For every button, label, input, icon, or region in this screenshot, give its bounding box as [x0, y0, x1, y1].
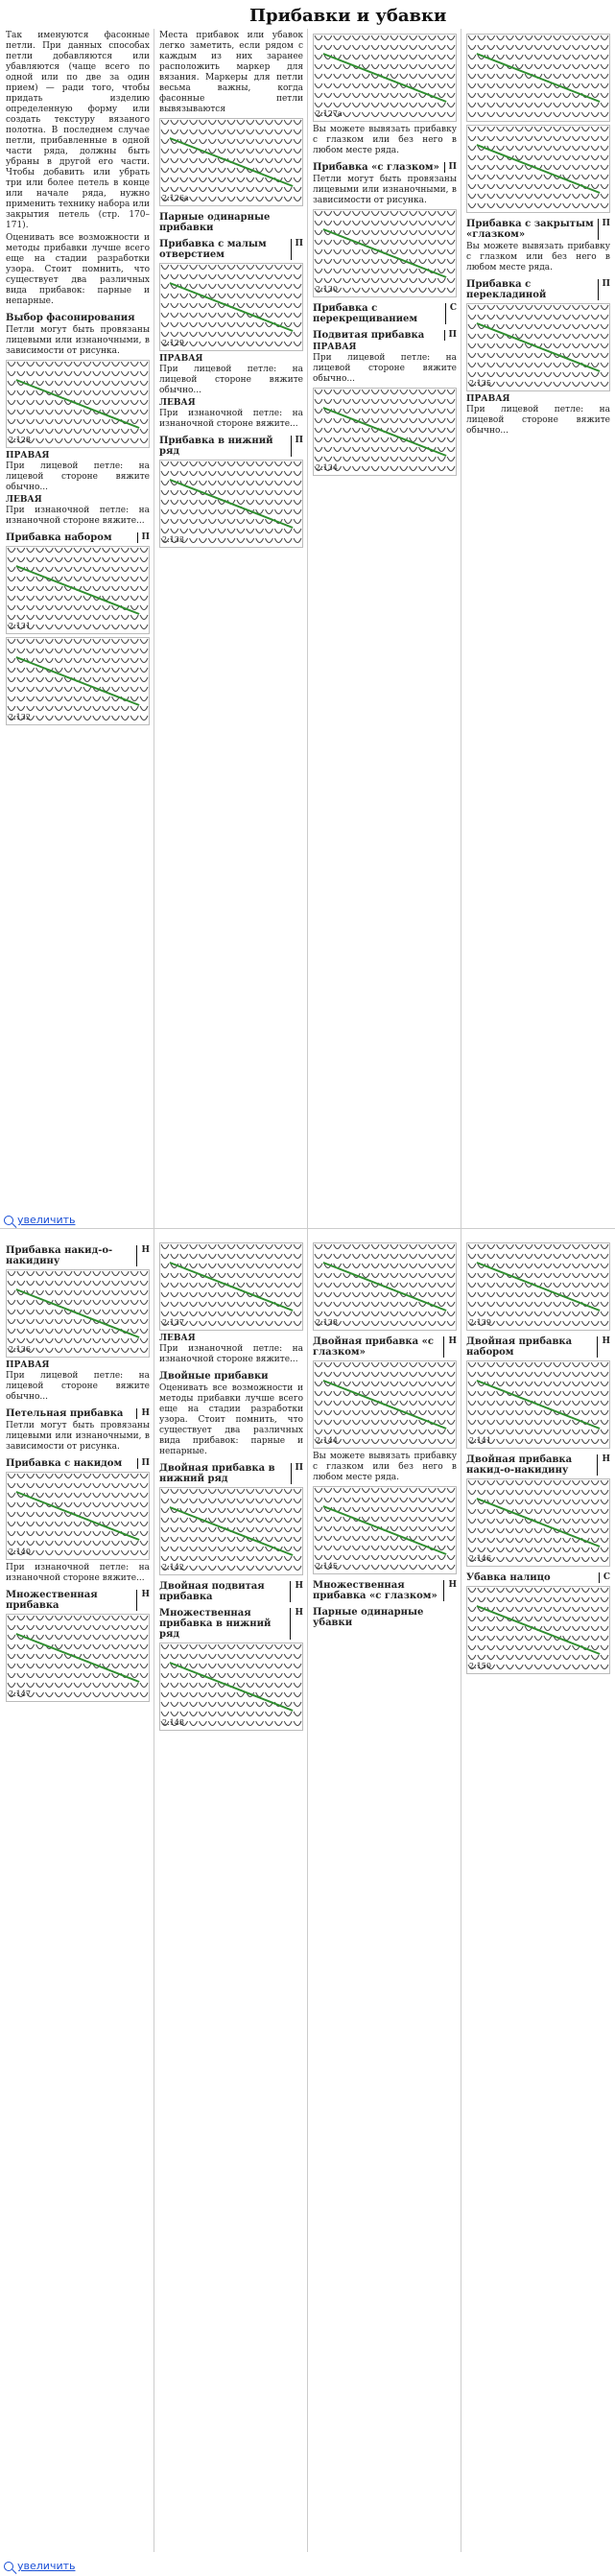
column-1: Так именуются фасонные петли. При данных способах петли добавляются или убавляются (чаще всего по одной или по две за один прием) — ради того, чтобы придать изделию определенную форму или создать текстуру вязаного полотна. В последнем случае петли, прибавленные в одной части ряда, должны быть убраны в другой его части. Чтобы добавить или убрать три или более петель в конце или начале ряда, нужно применить технику набора или закрытия петель (стр. 170–171). Оценивать все возможности и методы прибавки лучше всего еще на стадии разработки узора. Стоит помнить, что существует два различных вида прибавок: парные и непарные. Выбор фасонирования Петли могут быть провязаны лицевыми или изнаночными, в зависимости от рисунка. 2.128 ПРАВАЯ При лицевой петле: на лицевой стороне вяжите обычно... ЛЕВАЯ При изнаночной петле: на изнаночной стороне вяжите... Прибавка набором П 2.131 2.132 — [6, 31, 150, 728]
section-heading: Множественная прибавка в нижний ряд Н — [159, 1608, 303, 1640]
knit-illustration: 2.133 — [159, 460, 303, 548]
section-heading: Подвитая прибавка П — [313, 330, 457, 341]
section-heading: Прибавка набором П — [6, 532, 150, 543]
column-6: 2.137 ЛЕВАЯ При изнаночной петле: на изнаночной стороне вяжите... Двойные прибавки Оценивать все возможности и методы прибавки лучше всего еще на стадии разработки узора. Стоит помнить, что существует два различных вида прибавок: парные и непарные. Двойная прибавка в нижний ряд П 2.142 Двойная подвитая прибавка Н Множественная прибавка в нижний ряд Н 2.148 — [159, 1240, 303, 1734]
knit-illustration: 2.129 — [159, 263, 303, 351]
zoom-link[interactable]: увеличить — [4, 2560, 75, 2572]
column-4: Прибавка с закрытым «глазком» П Вы можете вывязать прибавку с глазком или без него в любом месте ряда. Прибавка с перекладиной П 2.135 ПРАВАЯ При лицевой петле: на лицевой стороне вяжите обычно... — [466, 31, 610, 438]
knit-illustration: 2.138 — [313, 1242, 457, 1331]
section-heading: Парные одинарные убавки — [313, 1607, 424, 1628]
column-7: 2.138 Двойная прибавка «с глазком» Н 2.144 Вы можете вывязать прибавку с глазком или без него в любом месте ряда. 2.145 Множественная прибавка «с глазком» Н Парные одинарные убавки — [313, 1240, 457, 1630]
knit-illustration: 2.134 — [313, 388, 457, 476]
section-heading: Прибавка с перекладиной П — [466, 279, 610, 300]
zoom-link[interactable]: увеличить — [4, 1214, 75, 1226]
section-heading: Прибавка с малым отверстием П — [159, 239, 303, 260]
knit-illustration: 2.136 — [6, 1269, 150, 1358]
section-heading: Прибавка накид-о-накидину Н — [6, 1245, 150, 1266]
section-heading: Прибавка с закрытым «глазком» П — [466, 219, 610, 240]
knit-illustration: 2.128 — [6, 360, 150, 448]
section-heading: Прибавка «с глазком» П — [313, 162, 457, 173]
column-8 — [466, 1240, 610, 1677]
page-separator — [0, 1228, 615, 1229]
intro-text: Так именуются фасонные петли. При данных способах петли добавляются или убавляются (чаще всего по одной или по две за один прием) — ради того, чтобы придать изделию определенную форму или создать текстуру вязаного полотна. В последнем случае петли, прибавленные в одной части ряда, должны быть убраны в другой его части. Чтобы добавить или убрать три или более петель в конце или начале ряда, нужно применить технику набора или закрытия петель (стр. 170–171). — [6, 31, 150, 230]
section-heading: Прибавка с перекрещиванием С — [313, 303, 457, 324]
knit-illustration: 2.126а — [159, 118, 303, 206]
section-heading: Двойная прибавка набором Н — [466, 1336, 610, 1358]
section-heading: Множественная прибавка «с глазком» Н — [313, 1580, 457, 1601]
knit-illustration: 2.142 — [159, 1487, 303, 1575]
knit-illustration: 2.146 — [466, 1478, 610, 1567]
section-heading: Петельная прибавка Н — [6, 1408, 150, 1419]
knit-illustration: 2.147 — [6, 1614, 150, 1702]
section-heading: Прибавка в нижний ряд П — [159, 436, 303, 457]
body-text: Петли могут быть провязаны лицевыми или изнаночными, в зависимости от рисунка. — [6, 325, 150, 356]
body-text: Оценивать все возможности и методы прибавки лучше всего еще на стадии разработки узора. Стоит помнить, что существует два различных вида прибавок: парные и непарные. — [6, 233, 150, 306]
knit-illustration: 2.144 — [313, 1360, 457, 1449]
section-heading: Двойная прибавка «с глазком» Н — [313, 1336, 457, 1358]
column-divider — [307, 1238, 308, 2552]
knit-illustration: 2.135 — [466, 303, 610, 391]
column-2: Места прибавок или убавок легко заметить, если рядом с каждым из них заранее расположить маркер для вязания. Маркеры для петли весьма важны, когда фасонные петли вывязываются 2.126а Парные одинарные прибавки Прибавка с малым отверстием П 2.129 ПРАВАЯ При лицевой петле: на лицевой стороне вяжите обычно... ЛЕВАЯ При изнаночной петле: на изнаночной стороне вяжите... Прибавка в нижний ряд П 2.133 — [159, 31, 303, 551]
magnifier-icon — [4, 2562, 13, 2571]
section-heading: Прибавка с накидом П — [6, 1458, 150, 1469]
knit-illustration: 2.145 — [313, 1486, 457, 1574]
section-heading: Выбор фасонирования — [6, 313, 135, 323]
column-5: Прибавка накид-о-накидину Н 2.136 ПРАВАЯ При лицевой петле: на лицевой стороне вяжите обычно... Петельная прибавка Н Петли могут быть провязаны лицевыми или изнаночными, в зависимости от рисунка. Прибавка с накидом П 2.140 При изнаночной петле: на изнаночной стороне вяжите... Множественная прибавка Н 2.147 — [6, 1240, 150, 1705]
section-heading: Двойная прибавка в нижний ряд П — [159, 1463, 303, 1484]
knit-illustration: 2.148 — [159, 1642, 303, 1731]
section-heading: Убавка налицо С — [466, 1572, 610, 1583]
column-3: 2.127а Вы можете вывязать прибавку с глазком или без него в любом месте ряда. Прибавка «с глазком» П Петли могут быть провязаны лицевыми или изнаночными, в зависимости от рисунка. 2.130 Прибавка с перекрещиванием С Подвитая прибавка П ПРАВАЯ При лицевой петле: на лицевой стороне вяжите обычно... 2.134 — [313, 31, 457, 479]
knit-illustration: 2.139 — [466, 1242, 610, 1331]
knit-illustration: 2.127а — [313, 34, 457, 122]
section-heading: Двойная прибавка накид-о-накидину Н — [466, 1454, 610, 1476]
knit-illustration: 2.141 — [466, 1360, 610, 1449]
page-title: Прибавки и убавки — [249, 6, 447, 26]
knit-illustration: 2.137 — [159, 1242, 303, 1331]
section-heading: Парные одинарные прибавки — [159, 212, 271, 233]
knit-illustration — [466, 34, 610, 122]
knit-illustration: 2.132 — [6, 637, 150, 725]
section-heading: Множественная прибавка Н — [6, 1590, 150, 1611]
magnifier-icon — [4, 1216, 13, 1225]
section-heading: Двойные прибавки — [159, 1371, 269, 1382]
knit-illustration — [466, 125, 610, 213]
knit-illustration: 2.140 — [6, 1472, 150, 1560]
knit-illustration: 2.131 — [6, 546, 150, 634]
section-heading: Двойная подвитая прибавка Н — [159, 1581, 303, 1602]
knit-illustration: 2.150 — [466, 1586, 610, 1674]
knit-illustration: 2.130 — [313, 209, 457, 297]
